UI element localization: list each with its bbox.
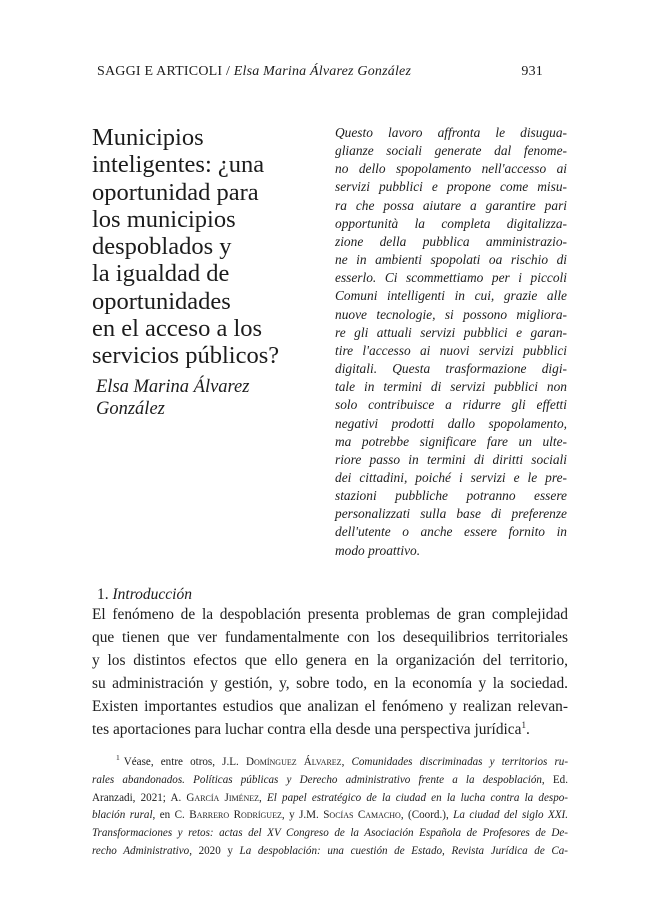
footnote-author-name: Domínguez Álvarez [245, 756, 342, 768]
footnote-author-name: García Jiménez [186, 791, 260, 804]
body-line: y los distintos efectos que ello genera en la organización del territorio, [92, 651, 568, 669]
footnote-work-title: La ciudad del siglo XXI. [453, 809, 568, 822]
footnote-text: , en C. [152, 809, 190, 822]
abstract-line: zione della pubblica amministrazio- [335, 233, 567, 249]
header-author: Elsa Marina Álvarez González [233, 64, 412, 79]
abstract-line: no dello spopolamento nell'accesso ai [335, 161, 567, 177]
abstract-line: re gli attuali servizi pubblici e garan- [335, 324, 567, 340]
footnote-text: Véase, entre otros, J.L. [123, 756, 246, 768]
body-paragraph [92, 604, 568, 741]
footnote-work-title: rales abandonados. Políticas públicas y Derecho administrativo frente a la despoblación [92, 773, 542, 786]
body-line: Existen importantes estudios que analizan el fenómeno y realizan relevan- [92, 697, 568, 715]
footnote-work-title: blación rural [92, 809, 153, 822]
title-line: despoblados y [92, 233, 232, 261]
author-line: González [96, 399, 165, 419]
footnote-author-name: Barrero Rodríguez [189, 809, 282, 822]
footnote-work-title: Transformaciones y retos: actas del XV Congreso de la Asociación Española de Profesores de De- [92, 827, 568, 840]
section-number: 1. [97, 586, 109, 603]
footnote-work-title: Comunidades discriminadas y territorios ru- [351, 756, 569, 768]
body-line: su administración y gestión, y, sobre todo, en la economía y la sociedad. [92, 674, 568, 692]
title-line: oportunidades [92, 287, 231, 315]
body-line: tes aportaciones para luchar contra ella desde una perspectiva jurídica [92, 720, 522, 738]
body-line-final [92, 719, 568, 742]
abstract-line: solo contribuisce a ridurre gli effetti [335, 397, 567, 413]
footnote-text: , y J.M. [281, 809, 324, 822]
header-section: SAGGI E ARTICOLI [97, 64, 223, 79]
footnote-reference[interactable]: 1 [521, 719, 526, 730]
author-line: Elsa Marina Álvarez [96, 377, 250, 397]
body-line: El fenómeno de la despoblación presenta problemas de gran complejidad [92, 606, 568, 623]
abstract-line: dell'utente o anche essere fornito in [335, 524, 567, 540]
abstract-line: stazioni pubbliche potranno essere [335, 488, 567, 504]
footnote-line [92, 754, 568, 772]
footnote-work-title: La despoblación: una cuestión de Estado, Revista Jurídica de Ca- [239, 844, 569, 857]
abstract-line: esserlo. Ci scommettiamo per i piccoli [335, 270, 567, 286]
title-line: los municipios [92, 205, 236, 233]
footnote-line [92, 825, 568, 843]
footnote-work-title: recho Administrativo [92, 844, 190, 857]
body-line-end: . [525, 720, 530, 738]
footnote-line [92, 772, 568, 790]
abstract-line: Comuni intelligenti in cui, grazie alle [335, 288, 567, 304]
title-line: Municipios [92, 124, 204, 151]
footnote-line [92, 807, 568, 825]
footnote-line [92, 843, 568, 861]
footnote-text: Aranzadi, 2021; A. [92, 791, 187, 804]
title-line: en el acceso a los [92, 315, 263, 343]
abstract-line: Questo lavoro affronta le disugua- [335, 125, 567, 140]
footnote-marker: 1 [116, 753, 120, 763]
abstract-line: opportunità la completa digitalizza- [335, 215, 567, 231]
footnote-work-title: El papel estratégico de la ciudad en la lucha contra la despo- [267, 791, 568, 804]
abstract-line: dei cittadini, poiché i servizi e le pre- [335, 469, 567, 485]
abstract-line: tale in termini di servizi pubblici non [335, 379, 567, 395]
section-heading [97, 586, 192, 604]
abstract-line: ra che possa aiutare a garantire pari [335, 197, 567, 213]
abstract-line: nuove tecnologie, si possono migliora- [335, 306, 567, 322]
title-line: oportunidad para [92, 178, 259, 206]
running-header [97, 64, 543, 84]
footnote-text: , [259, 791, 267, 804]
header-separator: / [222, 64, 234, 79]
abstract-line: modo proattivo. [335, 542, 421, 558]
abstract-line: riore passo in termini di diritti sociali [335, 451, 567, 467]
footnote-author-name: Socías Camacho [323, 809, 401, 822]
abstract-line: servizi pubblici e propone come misu- [335, 179, 567, 195]
section-title: Introducción [112, 586, 192, 603]
footnote-text: , [341, 756, 352, 768]
footnote-text: , 2020 y [189, 844, 240, 857]
abstract-line: negativi prodotti dallo spopolamento, [335, 415, 567, 431]
abstract-line: personalizzati sulla base di preferenze [335, 506, 567, 522]
footnote-line [92, 790, 568, 808]
title-line: inteligentes: ¿una [92, 151, 265, 179]
title-line: la igualdad de [92, 260, 230, 288]
article-author [96, 376, 316, 420]
abstract-line: ne in ambienti spopolati oa rischio di [335, 252, 567, 268]
abstract-line: glianze sociali generate dal fenome- [335, 143, 567, 159]
abstract [335, 124, 567, 560]
abstract-line: tire l'accesso ai nuovi servizi pubblici [335, 342, 567, 358]
abstract-line: ma potrebbe significare fare un ulte- [335, 433, 567, 449]
footnote [92, 754, 568, 861]
footnote-text: , (Coord.), [400, 809, 454, 822]
page-number: 931 [521, 64, 543, 79]
title-line: servicios públicos? [92, 342, 280, 370]
body-line: que tienen que ver fundamentalmente con los desequilibrios territoriales [92, 628, 568, 646]
footnote-text: , Ed. [541, 773, 568, 786]
article-title [92, 124, 327, 370]
abstract-line: digitali. Questa trasformazione digi- [335, 361, 567, 377]
